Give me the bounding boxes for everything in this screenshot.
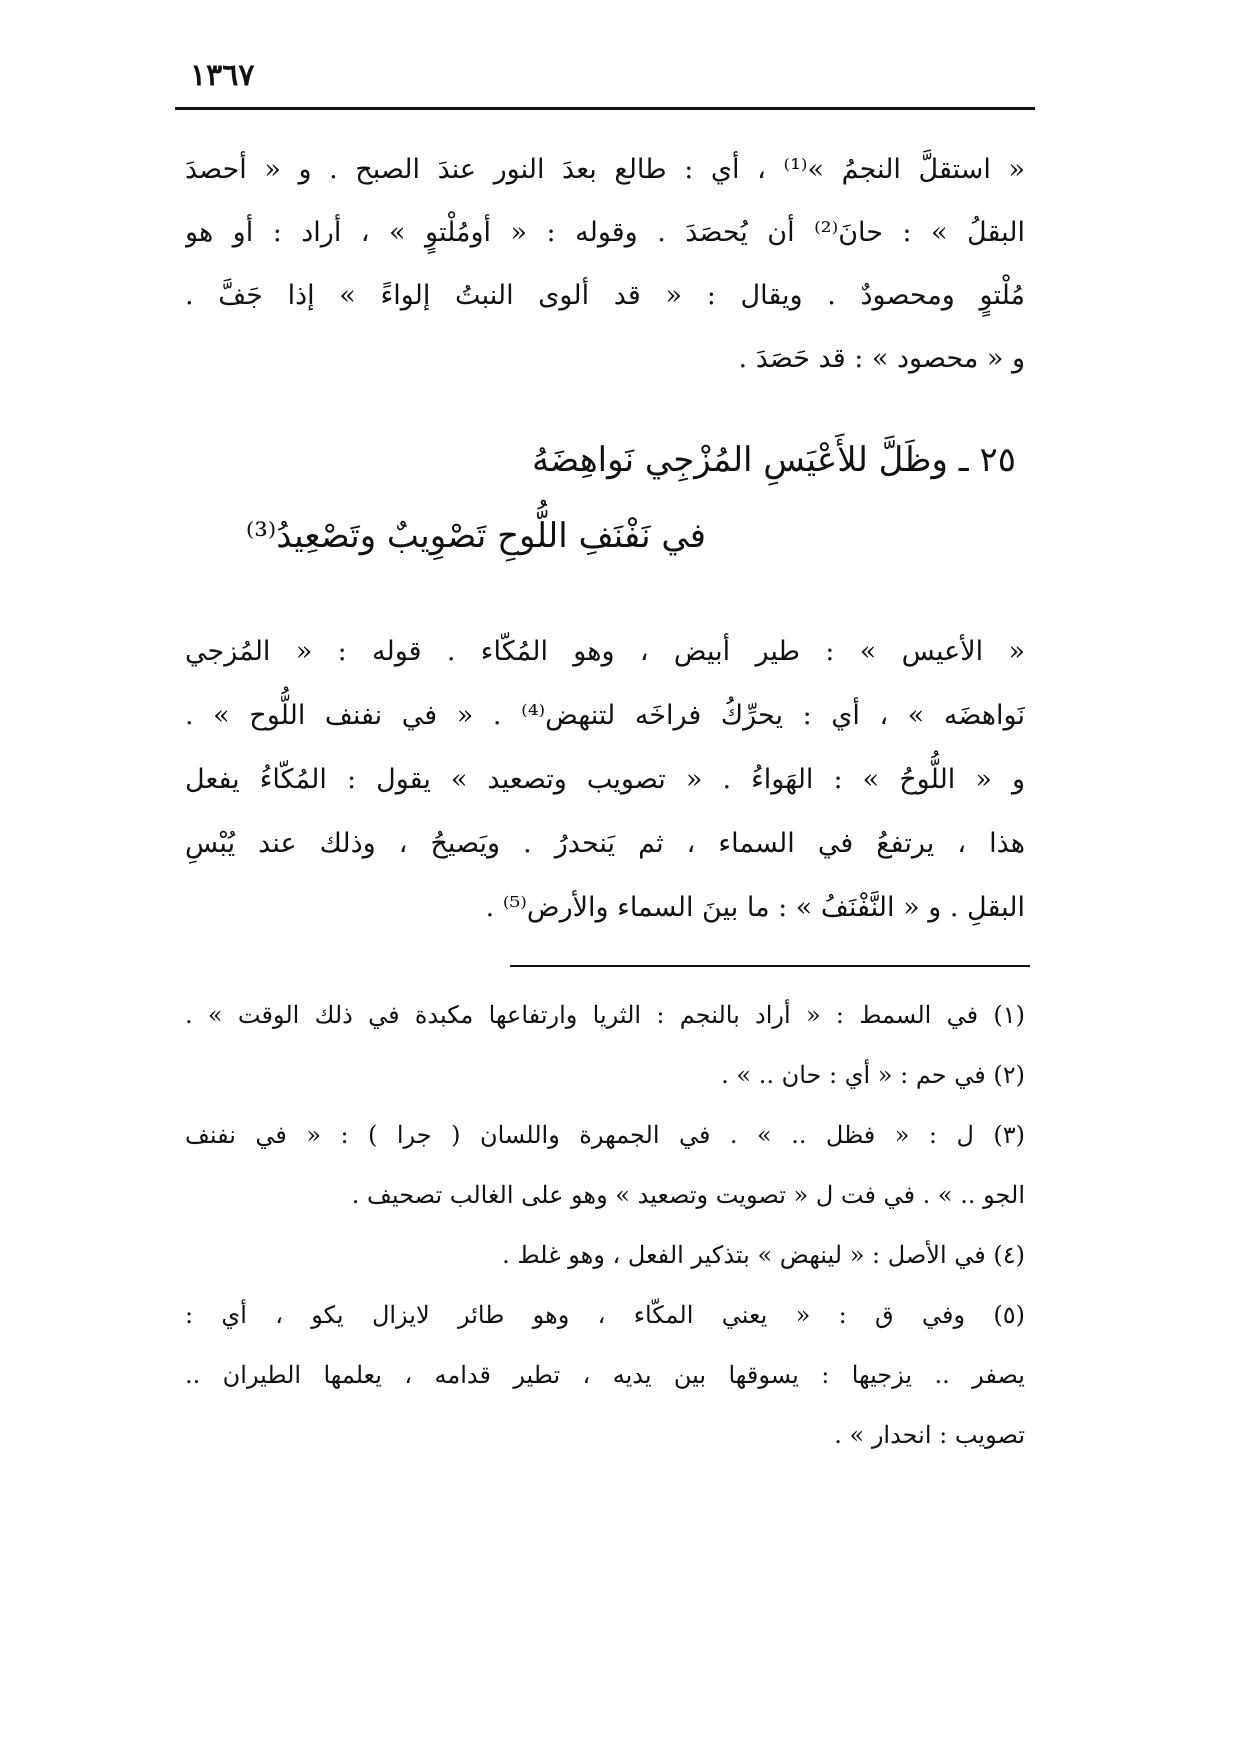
footnote-line: تصويب : انحدار » . <box>834 1421 1025 1449</box>
footnote-line: الجو .. » . في فت ل « تصويت وتصعيد » وهو على الغالب تصحيف . <box>351 1181 1025 1209</box>
footnote-line: (٥) وفي ق : « يعني المكّاء ، وهو طائر لايزال يكو ، أي : <box>185 1301 1025 1329</box>
commentary-line: نَواهضَه » ، أي : يحرِّكُ فراخَه لتنهض⁽⁴⁾ . « في نفنف اللُّوح » . <box>185 700 1025 731</box>
body-line: مُلْتوٍ ومحصودٌ . ويقال : « قد ألوى النبتُ إلواءً » إذا جَفَّ . <box>185 280 1025 311</box>
footnote-line: (٣) ل : « فظل .. » . في الجمهرة واللسان ( جرا ) : « في نفنف <box>185 1121 1025 1149</box>
body-line: « استقلَّ النجمُ »⁽¹⁾ ، أي : طالع بعدَ النور عندَ الصبح . و « أحصدَ <box>185 154 1025 185</box>
body-line: البقلُ » : حانَ⁽²⁾ أن يُحصَدَ . وقوله : « أومُلْتوٍ » ، أراد : أو هو <box>185 217 1025 248</box>
commentary-line: البقلِ . و « النَّفْنَفُ » : ما بينَ السماء والأرض⁽⁵⁾ . <box>485 892 1025 923</box>
footnote-line: (٤) في الأصل : « لينهض » بتذكير الفعل ، وهو غلط . <box>502 1241 1025 1269</box>
verse-line-2: في نَفْنَفِ اللُّوحِ تَصْوِيبٌ وتَصْعِيدُ⁽³⁾ <box>245 516 706 556</box>
commentary-line: و « اللُّوحُ » : الهَواءُ . « تصويب وتصعيد » يقول : المُكّاءُ يفعل <box>185 764 1025 795</box>
footnote-rule <box>510 965 1030 967</box>
footnotes <box>185 985 1025 1465</box>
page-number: ١٣٦٧ <box>190 58 255 93</box>
verse-line-1: ٢٥ ـ وظَلَّ للأَعْيَسِ المُزْجِي نَواهِضَهُ <box>532 440 1016 480</box>
commentary-line: هذا ، يرتفعُ في السماء ، ثم يَنحدرُ . ويَصيحُ ، وذلك عند يُبْسِ <box>185 828 1025 859</box>
header-rule <box>175 107 1035 110</box>
body-text <box>185 138 1025 390</box>
footnote-line: (١) في السمط : « أراد بالنجم : الثريا وارتفاعها مكبدة في ذلك الوقت » . <box>185 1001 1025 1029</box>
footnote-line: يصفر .. يزجيها : يسوقها بين يديه ، تطير قدامه ، يعلمها الطيران .. <box>185 1361 1025 1389</box>
commentary-line: « الأعيس » : طير أبيض ، وهو المُكّاء . قوله : « المُزجي <box>185 636 1025 667</box>
commentary-text <box>185 620 1025 940</box>
footnote-line: (٢) في حم : « أي : حان .. » . <box>721 1061 1025 1089</box>
body-line: و « محصود » : قد حَصَدَ . <box>738 343 1025 374</box>
